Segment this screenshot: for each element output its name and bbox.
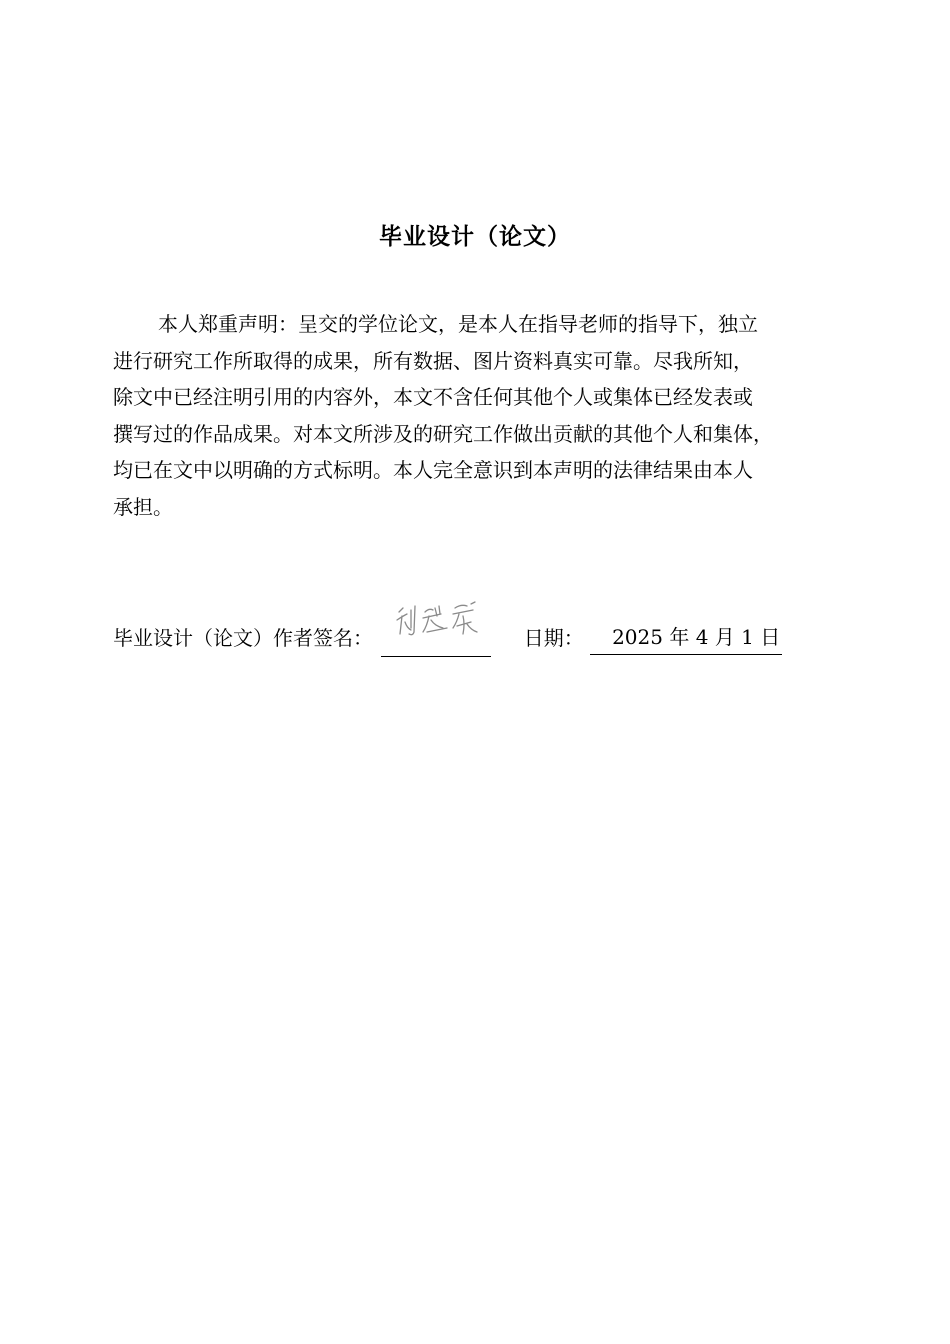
handwritten-signature xyxy=(393,598,489,644)
statement-line: 均已在文中以明确的方式标明。本人完全意识到本声明的法律结果由本人 xyxy=(113,458,753,482)
signature-label: 毕业设计（论文）作者签名： xyxy=(113,626,373,650)
statement-line: 撰写过的作品成果。对本文所涉及的研究工作做出贡献的其他个人和集体， xyxy=(113,421,773,446)
statement-line: 本人郑重声明：呈交的学位论文，是本人在指导老师的指导下，独立 xyxy=(158,312,758,336)
declaration-statement xyxy=(113,306,837,525)
date-value: 2025 年 4 月 1 日 xyxy=(590,620,782,655)
page-title: 毕业设计（论文） xyxy=(379,224,571,250)
statement-line: 承担。 xyxy=(113,494,173,519)
statement-line: 除文中已经注明引用的内容外，本文不含任何其他个人或集体已经发表或 xyxy=(113,385,753,409)
date-label: 日期： xyxy=(523,626,584,650)
signature-row xyxy=(113,620,782,660)
statement-line: 进行研究工作所取得的成果，所有数据、图片资料真实可靠。尽我所知， xyxy=(113,348,753,373)
signature-field xyxy=(381,620,491,657)
